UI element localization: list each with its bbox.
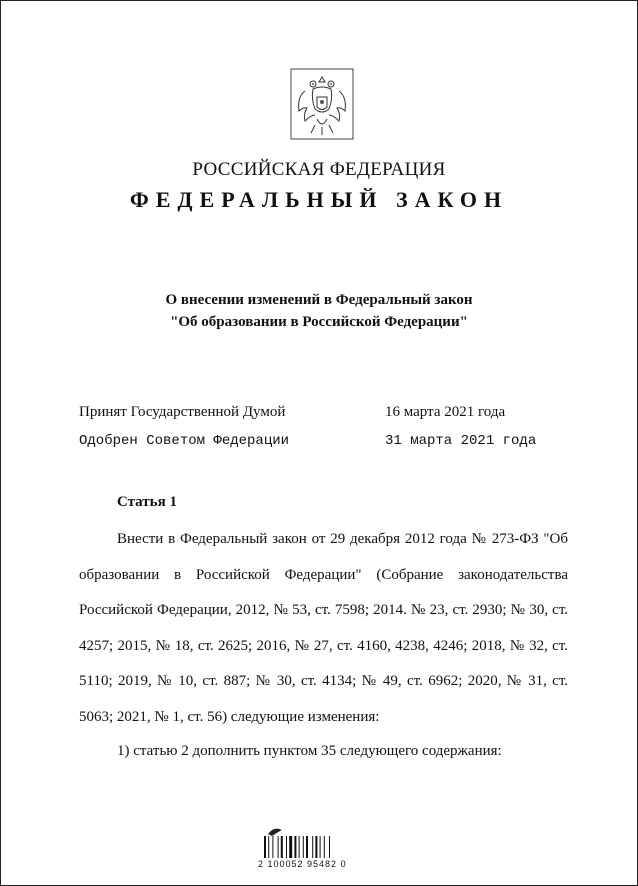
russian-coat-of-arms-icon: [289, 67, 355, 141]
barcode-icon: [260, 820, 350, 882]
law-type-heading: ФЕДЕРАЛЬНЫЙ ЗАКОН: [129, 187, 509, 212]
law-title-line-1: О внесении изменений в Федеральный закон: [165, 292, 473, 308]
adoption-date: 16 марта 2021 года: [385, 404, 506, 420]
adoption-date: 31 марта 2021 года: [385, 433, 537, 449]
country-name: РОССИЙСКАЯ ФЕДЕРАЦИЯ: [192, 159, 446, 180]
article-item-1: 1) статью 2 дополнить пунктом 35 следующего содержания:: [117, 743, 502, 759]
barcode-number: 2 100052 95482 0: [258, 859, 347, 869]
adoption-row-duma: [79, 404, 599, 421]
law-title: [0, 289, 638, 333]
adoption-label: Одобрен Советом Федерации: [79, 433, 290, 449]
article-intro-paragraph: Внести в Федеральный закон от 29 декабря 2012 года № 273-ФЗ "Об образовании в Российской Федерации" (Собрание законодательства Российской Федерации, 2012, № 53, ст. 7598; 2014. № 23, ст. 2930; № 30, ст. 4257; 2015, № 18, ст. 2625; 2016, № 27, ст. 4160, 4238, 4246; 2018, № 32, ст. 5110; 2019, № 10, ст. 887; № 30, ст. 4134; № 49, ст. 6962; 2020, № 31, ст. 5063; 2021, № 1, ст. 56) следующие изменения:: [79, 531, 568, 725]
law-title-line-2: "Об образовании в Российской Федерации": [170, 314, 468, 330]
adoption-row-council: [79, 433, 599, 449]
article-heading: Статья 1: [117, 494, 177, 510]
adoption-label: Принят Государственной Думой: [79, 404, 286, 420]
